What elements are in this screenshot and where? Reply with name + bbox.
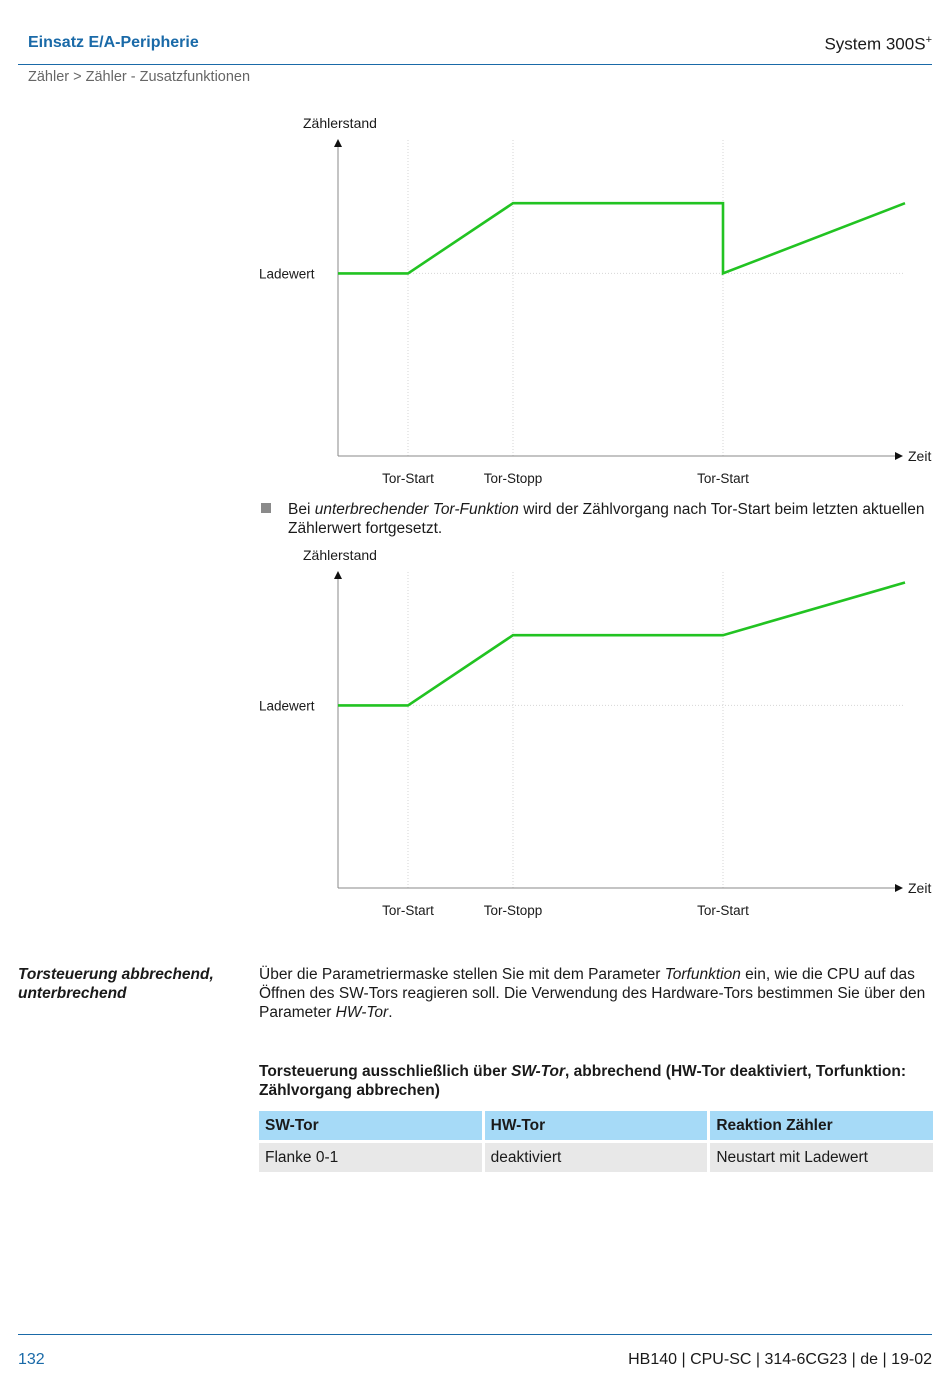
x-axis-arrow-icon: [895, 884, 903, 892]
footer-rule: [18, 1334, 932, 1335]
system-name-text: System 300S: [824, 34, 926, 54]
chart-counter-unterbrechend: [0, 532, 950, 927]
paragraph-em: Torfunktion: [664, 966, 741, 983]
system-name-sup: +: [925, 34, 932, 46]
table-cell: Neustart mit Ladewert: [710, 1143, 933, 1172]
x-marker-label: Tor-Start: [382, 471, 434, 486]
breadcrumb-item[interactable]: Zähler: [28, 69, 70, 85]
x-marker-label: Tor-Start: [697, 471, 749, 486]
bullet-square-icon: [261, 503, 271, 513]
chart-counter-abbrechend: [0, 100, 950, 495]
breadcrumb-item[interactable]: Zähler - Zusatzfunktionen: [85, 69, 251, 85]
x-axis-label: Zeit: [908, 448, 932, 464]
paragraph-part: Über die Parametriermaske stellen Sie mit dem Parameter: [259, 966, 665, 983]
table-cell: Flanke 0-1: [259, 1143, 482, 1172]
bullet-text-pre: Bei: [288, 501, 315, 518]
table-heading: [259, 1062, 924, 1100]
series-line: [338, 583, 905, 706]
document-id: HB140 | CPU-SC | 314-6CG23 | de | 19-02: [628, 1351, 932, 1368]
series-line: [338, 203, 905, 273]
y-axis-label: Zählerstand: [303, 115, 377, 131]
y-axis-arrow-icon: [334, 571, 342, 579]
y-marker-label: Ladewert: [259, 698, 315, 714]
y-marker-label: Ladewert: [259, 266, 315, 282]
table-heading-part: Torsteuerung ausschließlich über: [259, 1063, 512, 1080]
bullet-text-em: unterbrechender Tor-Funktion: [314, 501, 519, 518]
table-header-cell: HW-Tor: [485, 1111, 708, 1140]
breadcrumb-separator: >: [73, 69, 82, 85]
page-number: 132: [18, 1351, 45, 1368]
side-heading: Torsteuerung abbrechend, unterbrechend: [18, 966, 214, 1002]
table-cell: deaktiviert: [485, 1143, 708, 1172]
breadcrumb: [28, 69, 250, 85]
x-marker-label: Tor-Start: [382, 903, 434, 918]
table-heading-em: SW-Tor: [511, 1063, 566, 1080]
y-axis-label: Zählerstand: [303, 547, 377, 563]
x-axis-arrow-icon: [895, 452, 903, 460]
table: [259, 1111, 933, 1175]
x-marker-label: Tor-Stopp: [483, 903, 543, 918]
table-header-row: [259, 1111, 933, 1140]
section-title: Einsatz E/A-Peripherie: [28, 34, 199, 51]
table-header-cell: SW-Tor: [259, 1111, 482, 1140]
paragraph-em: HW-Tor: [335, 1004, 389, 1021]
paragraph-part: ein, wie die CPU auf das Öffnen des SW-Tors reagieren soll. Die Verwendung des Hardware-Tors bestimmen Sie über den Parameter: [259, 966, 926, 1021]
table-header-cell: Reaktion Zähler: [710, 1111, 933, 1140]
bullet-text-post: wird der Zählvorgang nach Tor-Start beim letzten aktuellen Zählerwert fortgesetzt.: [288, 501, 925, 537]
x-axis-label: Zeit: [908, 880, 932, 896]
header-rule: [18, 64, 932, 65]
table-heading-part: , abbrechend (HW-Tor deaktiviert, Torfunktion: Zählvorgang abbrechen): [259, 1063, 907, 1099]
paragraph: [259, 965, 929, 1022]
x-marker-label: Tor-Stopp: [483, 471, 543, 486]
table-row: [259, 1143, 933, 1172]
paragraph-part: .: [388, 1004, 393, 1021]
system-name: [824, 34, 932, 55]
x-marker-label: Tor-Start: [697, 903, 749, 918]
y-axis-arrow-icon: [334, 139, 342, 147]
